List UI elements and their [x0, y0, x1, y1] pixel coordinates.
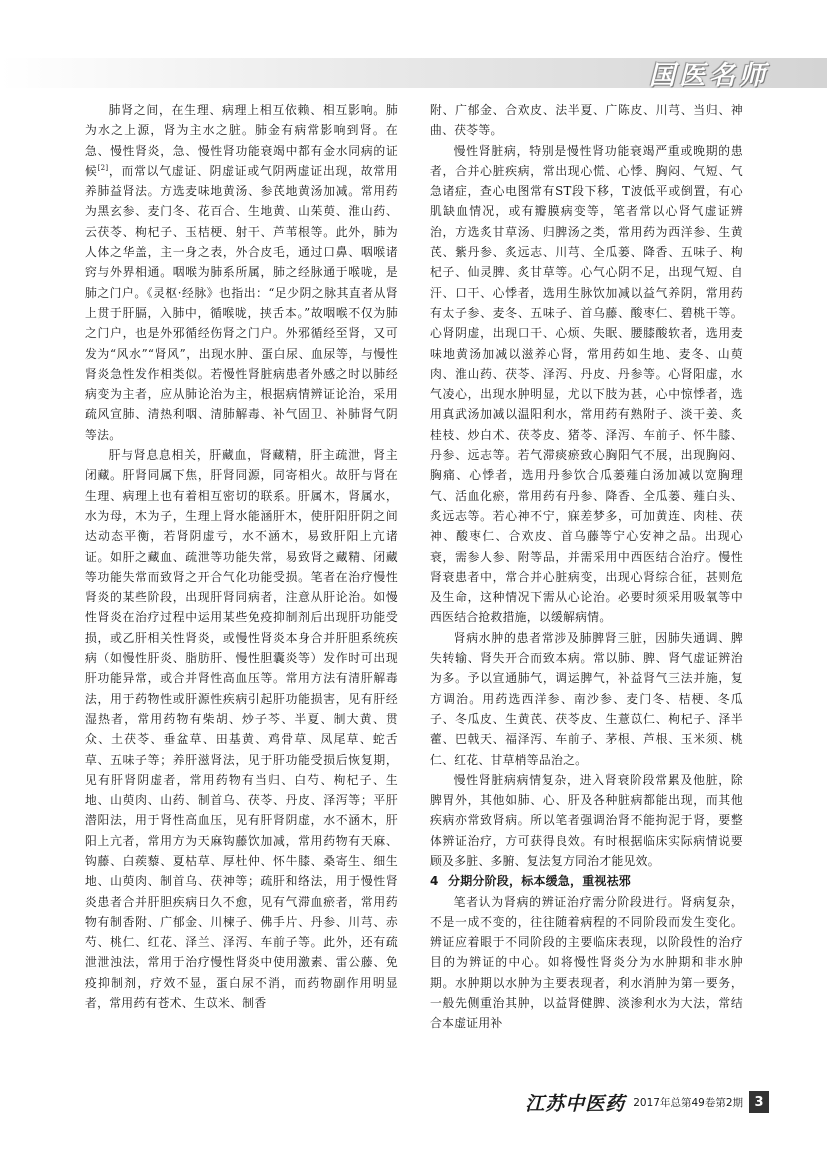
section-heading: [430, 871, 743, 891]
left-column: [85, 100, 398, 1013]
section-number: 4: [430, 874, 439, 889]
journal-name: 江苏中医药: [525, 1092, 626, 1115]
paragraph: 慢性肾脏病病情复杂，进入肾衰阶段常累及他脏，除脾胃外，其他如肺、心、肝及各种脏病都能出现，而其他疾病亦常致肾病。所以笔者强调治肾不能拘泥于肾，要整体辨证治疗，方可获得良效。有时根据临床实际病情说要顾及多脏、多腑、复法复方同治才能见效。: [430, 772, 743, 868]
paragraph: [85, 100, 398, 445]
paragraph-text: ，而常以气虚证、阴虚证或气阴两虚证出现，故常用养肺益肾法。方选麦味地黄汤、参芪地黄汤加减。常用药为黑玄参、麦门冬、花百合、生地黄、山茱萸、淮山药、云茯苓、枸杞子、玉桔梗、射干、芦苇根等。此外，肺为人体之华盖，主一身之表，外合皮毛，通过口鼻、咽喉诸窍与外界相通。咽喉为肺系所属，肺之经脉通于喉咙，是肺之门户。《灵枢·经脉》也指出：“足少阴之脉其直者从肾上贯于肝膈，入肺中，循喉咙，挟舌本。”故咽喉不仅为肺之门户，也是外邪循经伤肾之门户。外邪循经至肾，又可发为“风水”“肾风”，出现水肿、蛋白尿、血尿等，与慢性肾炎急性发作相类似。若慢性肾脏病患者外感之时以肺经病变为主者，应从肺论治为主，根据病情辨证论治，采用疏风宣肺、清热利咽、清肺解毒、补气固卫、补肺肾气阴等法。: [85, 163, 398, 442]
paragraph-continuation: 附、广郁金、合欢皮、法半夏、广陈皮、川芎、当归、神曲、茯苓等。: [430, 103, 743, 138]
paragraph: 慢性肾脏病，特别是慢性肾功能衰竭严重或晚期的患者，合并心脏疾病，常出现心慌、心悸、胸闷、气短、气急诸症，查心电图常有ST段下移，T波低平或倒置，有心肌缺血情况，或有瓣膜病变等，笔者常以心肾气虚证辨治，方选炙甘草汤、归脾汤之类，常用药为西洋参、生黄芪、紫丹参、炙远志、川芎、全瓜蒌、降香、五味子、枸杞子、仙灵脾、炙甘草等。心气心阴不足，出现气短、自汗、口干、心悸者，选用生脉饮加减以益气养阴，常用药有太子参、麦冬、五味子、首乌藤、酸枣仁、碧桃干等。心肾阴虚，出现口干、心烦、失眠、腰膝酸软者，选用麦味地黄汤加减以滋养心肾，常用药如生地、麦冬、山萸肉、淮山药、茯苓、泽泻、丹皮、丹参等。心肾阳虚，水气凌心，出现水肿明显，尤以下肢为甚，心中惊悸者，选用真武汤加减以温阳利水，常用药有熟附子、淡干姜、炙桂枝、炒白术、茯苓皮、猪苓、泽泻、车前子、怀牛膝、丹参、远志等。若气滞痰瘀致心胸阳气不展，出现胸闷、胸痛、心悸者，选用丹参饮合瓜蒌薤白汤加减以宽胸理气、活血化瘀，常用药有丹参、降香、全瓜蒌、薤白头、炙远志等。若心神不宁，寐差梦多，可加黄连、肉桂、茯神、酸枣仁、合欢皮、首乌藤等宁心安神之品。出现心衰，需参人参、附等品，并需采用中西医结合治疗。慢性肾衰患者中，常合并心脏病变，出现心肾综合征，甚则危及生命，这种情况下需从心论治。必要时须采用吸氧等中西医结合抢救措施，以缓解病情。: [430, 143, 743, 625]
paragraph-text: 肺肾之间，在生理、病理上相互依赖、相互影响。肺为水之上源，肾为主水之脏。肺金有病常影响到肾。在急、慢性肾炎，急、慢性肾功能衰竭中都有金水同病的证候: [85, 103, 398, 178]
citation: [2]: [97, 163, 109, 172]
section-title: 分期分阶段，标本缓急，重视祛邪: [448, 874, 632, 889]
page-footer: [525, 1090, 769, 1114]
paragraph: 笔者认为肾病的辨证治疗需分阶段进行。肾病复杂，不是一成不变的，往往随着病程的不同阶段而发生变化。辨证应着眼于不同阶段的主要临床表现，以阶段性的治疗目的为辨证的中心。如将慢性肾炎分为水肿期和非水肿期。水肿期以水肿为主要表现者，利水消肿为第一要务，一般先侧重治其肿，以益肾健脾、淡渗利水为大法，常结合本虚证用补: [430, 894, 743, 1031]
paragraph: 肝与肾息息相关，肝藏血，肾藏精，肝主疏泄，肾主闭藏。肝肾同属下焦，肝肾同源，同寄相火。故肝与肾在生理、病理上也有着相互密切的联系。肝属木，肾属水，水为母，木为子，生理上肾水能涵肝木，使肝阳肝阴之间达动态平衡，若肾阴虚亏，水不涵木，易致肝阳上亢诸证。如肝之藏血、疏泄等功能失常，易致肾之藏精、闭藏等功能失常而致肾之开合气化功能受损。笔者在治疗慢性肾炎的某些阶段，出现肝肾同病者，注意从肝论治。如慢性肾炎在治疗过程中运用某些免疫抑制剂后出现肝功能受损，或乙肝相关性肾炎，或慢性肾炎本身合并肝胆系统疾病（如慢性肝炎、脂肪肝、慢性胆囊炎等）发作时可出现肝功能异常，或合并肾性高血压等。常用方法有清肝解毒法，用于药物性或肝源性疾病引起肝功能损害，见有肝经湿热者，常用药物有柴胡、炒子芩、半夏、制大黄、贯众、土茯苓、垂盆草、田基黄、鸡骨草、凤尾草、蛇舌草、五味子等；养肝滋肾法，见于肝功能受损后恢复期，见有肝肾阴虚者，常用药物有当归、白芍、枸杞子、生地、山萸肉、山药、制首乌、茯苓、丹皮、泽泻等；平肝潜阳法，用于肾性高血压，见有肝肾阴虚，水不涵木，肝阳上亢者，常用方为天麻钩藤饮加减，常用药物有天麻、钩藤、白蒺藜、夏枯草、厚杜仲、怀牛膝、桑寄生、细生地、山萸肉、制首乌、茯神等；疏肝和络法，用于慢性肾炎患者合并肝胆疾病日久不愈，见有气滞血瘀者，常用药物有制香附、广郁金、川楝子、佛手片、丹参、川芎、赤芍、桃仁、红花、泽兰、泽泻、车前子等。此外，还有疏泄泄浊法，常用于治疗慢性肾炎中使用激素、雷公藤、免疫抑制剂，疗效不显，蛋白尿不消，而药物副作用明显者，常用药有苍术、生苡米、制香: [85, 448, 398, 1011]
section-label: 国医名师: [648, 61, 769, 91]
right-column: [430, 100, 743, 1034]
page-number: 3: [749, 1091, 769, 1113]
paragraph: 肾病水肿的患者常涉及肺脾肾三脏，因肺失通调、脾失转输、肾失开合而致本病。常以肺、脾、肾气虚证辨治为多。予以宣通肺气，调运脾气，补益肾气三法并施，复方调治。用药选西洋参、南沙参、麦门冬、桔梗、冬瓜子、冬瓜皮、生黄芪、茯苓皮、生薏苡仁、枸杞子、泽半藿、巴戟天、福泽泻、车前子、茅根、芦根、玉米须、桃仁、红花、甘草梢等品治之。: [430, 630, 743, 767]
issue-info: 2017年总第49卷第2期: [633, 1096, 743, 1109]
